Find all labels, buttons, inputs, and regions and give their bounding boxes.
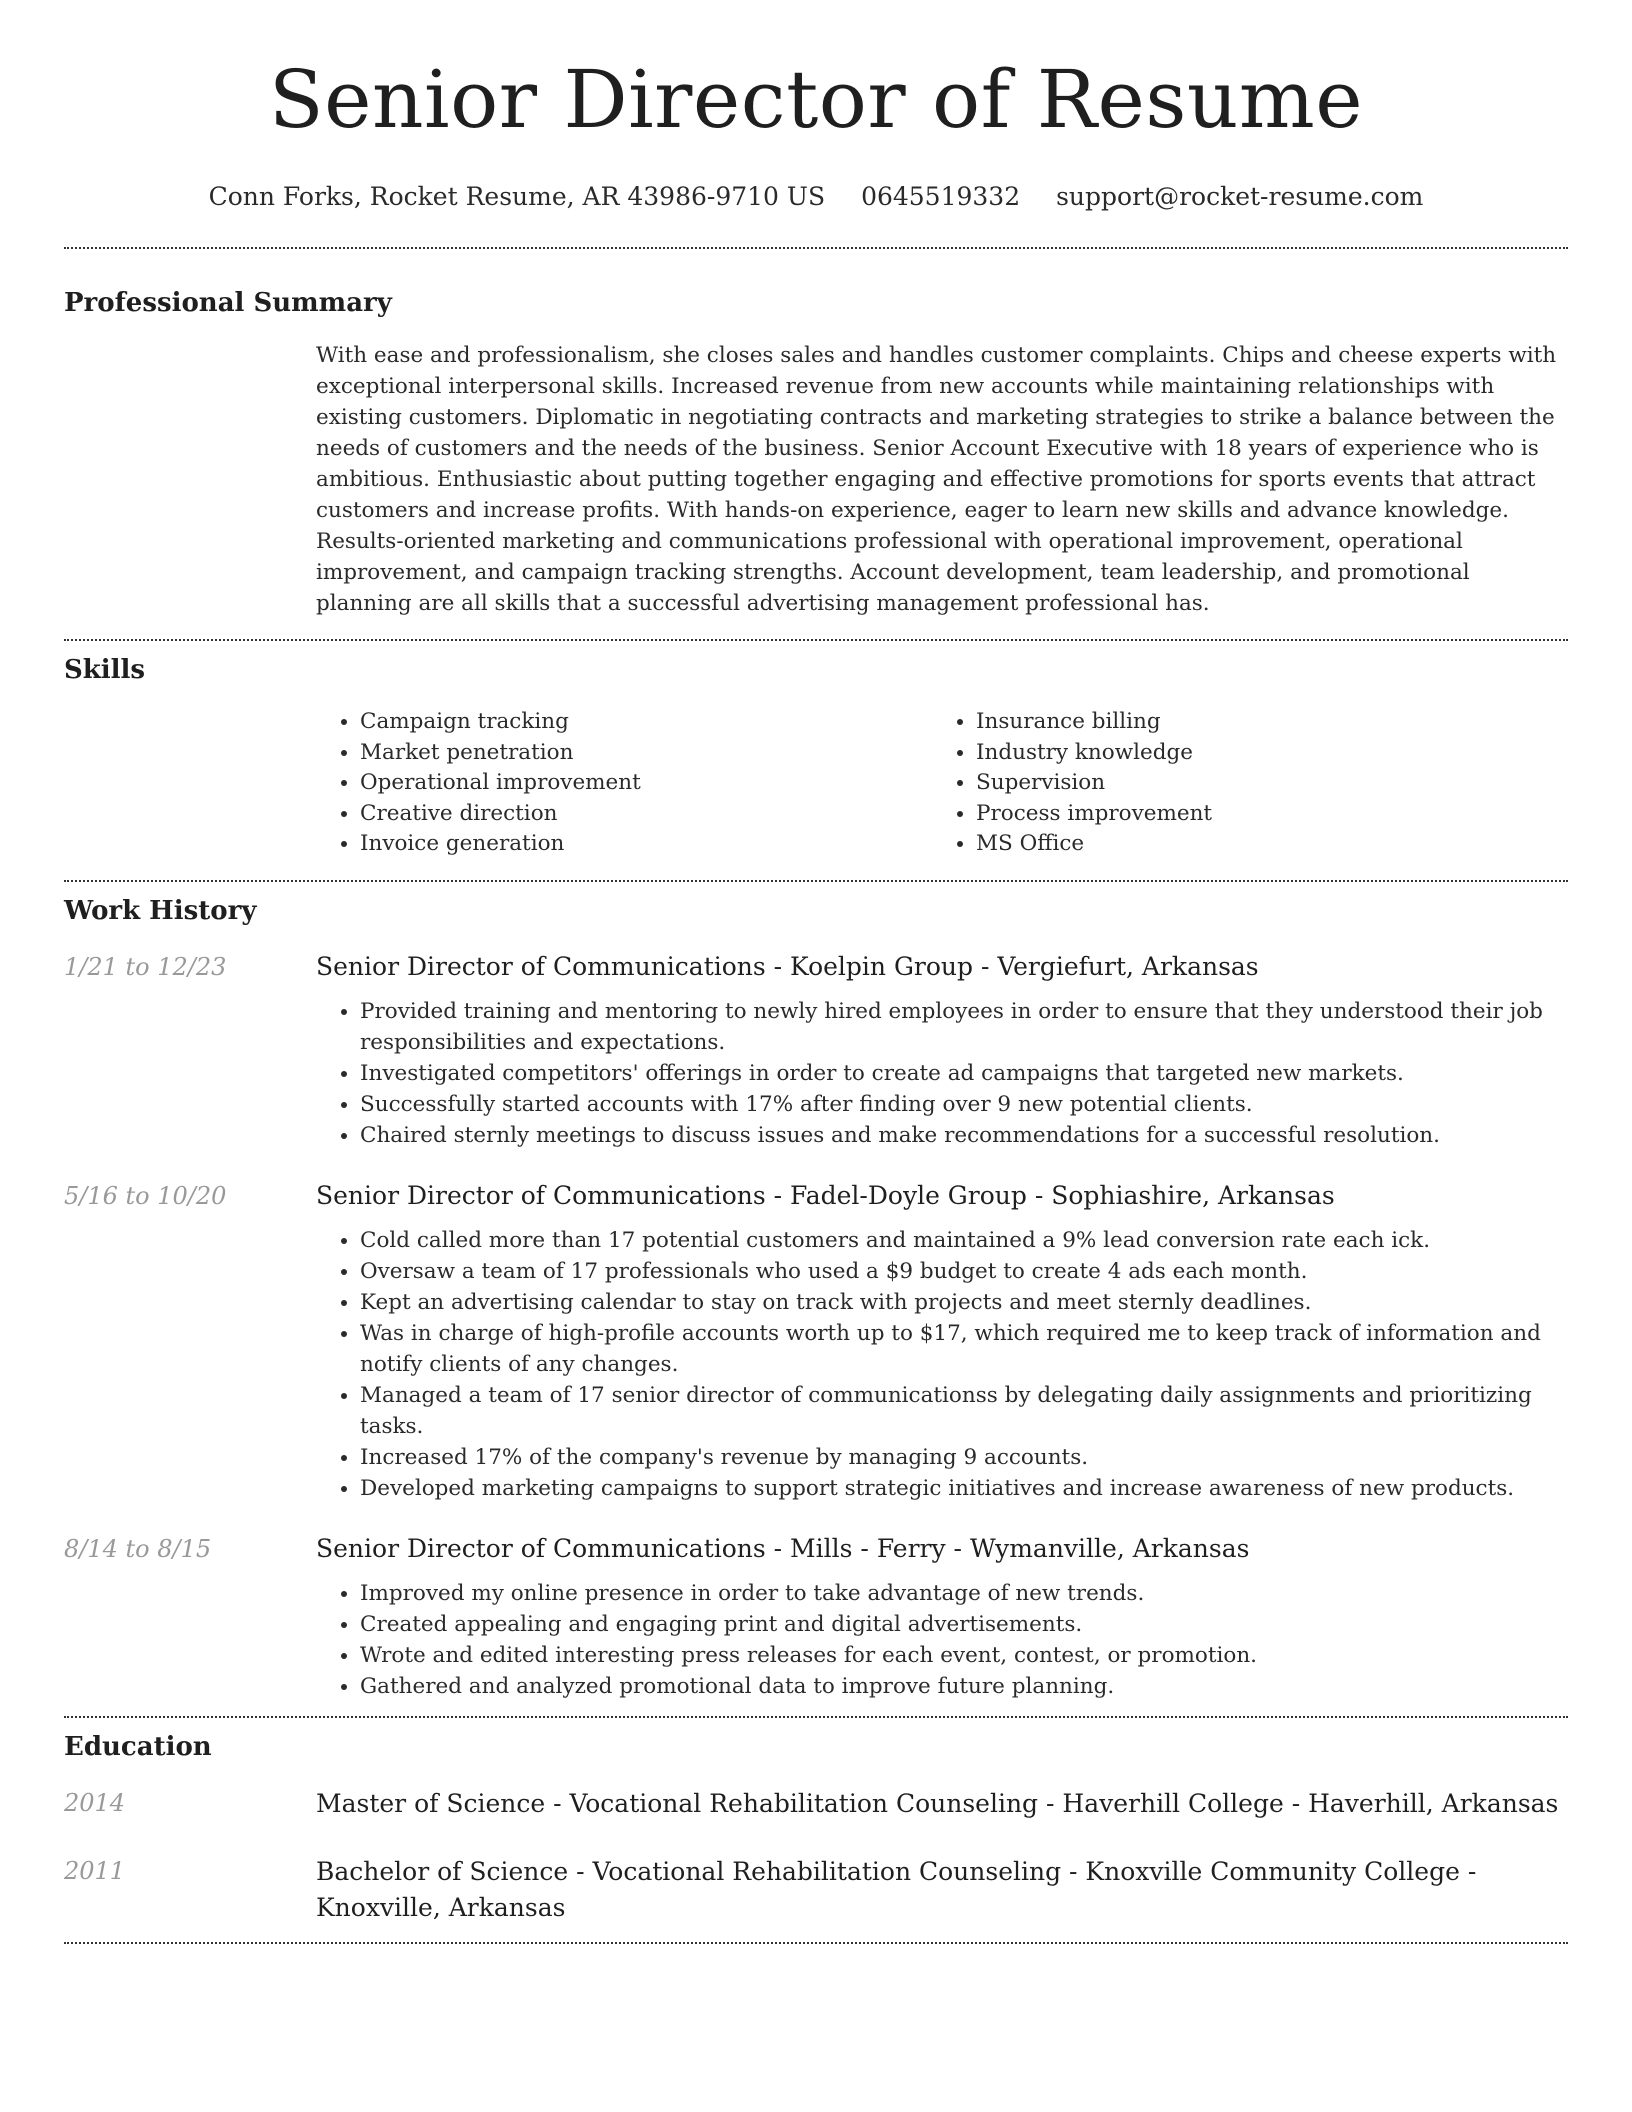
skill-item: • Process improvement	[976, 799, 1548, 830]
skill-item: • Creative direction	[360, 799, 932, 830]
education-section	[64, 1730, 1568, 1926]
education-title: Master of Science - Vocational Rehabilitation Counseling - Haverhill College - Haverhill, Arkansas	[316, 1788, 1559, 1818]
skill-item: • Supervision	[976, 768, 1548, 799]
skills-column-left	[316, 707, 932, 860]
divider	[64, 639, 1568, 641]
job-title: Senior Director of Communications - Mills - Ferry - Wymanville, Arkansas	[316, 1533, 1250, 1563]
job-bullet: • Improved my online presence in order to take advantage of new trends.	[360, 1578, 1568, 1609]
education-entry	[64, 1786, 1568, 1822]
contact-line	[64, 180, 1568, 214]
resume-name: Senior Director of Resume	[268, 53, 1364, 146]
education-year: 2011	[64, 1856, 126, 1885]
job-bullets	[316, 996, 1568, 1151]
skill-item: • Operational improvement	[360, 768, 932, 799]
summary-section	[64, 286, 1568, 619]
job-bullet: • Developed marketing campaigns to support strategic initiatives and increase awareness of new products.	[360, 1473, 1568, 1504]
job-entry	[64, 950, 1568, 1151]
job-bullet: • Was in charge of high-profile accounts worth up to $17, which required me to keep track of information and notify clients of any changes.	[360, 1318, 1568, 1380]
skills-section	[64, 653, 1568, 860]
divider	[64, 247, 1568, 249]
job-bullets	[316, 1578, 1568, 1702]
contact-phone: 0645519332	[861, 182, 1021, 211]
contact-email: support@rocket-resume.com	[1056, 182, 1424, 211]
job-bullet: • Successfully started accounts with 17% after finding over 9 new potential clients.	[360, 1089, 1568, 1120]
summary-heading: Professional Summary	[64, 288, 392, 318]
skill-item: • Industry knowledge	[976, 738, 1548, 769]
job-bullet: • Investigated competitors' offerings in order to create ad campaigns that targeted new markets.	[360, 1058, 1568, 1089]
job-bullet: • Provided training and mentoring to newly hired employees in order to ensure that they understood their job responsibilities and expectations.	[360, 996, 1568, 1058]
education-title: Bachelor of Science - Vocational Rehabilitation Counseling - Knoxville Community College - Knoxville, Arkansas	[316, 1856, 1477, 1922]
skills-list	[316, 707, 1568, 860]
job-dates: 8/14 to 8/15	[64, 1534, 212, 1563]
divider	[64, 880, 1568, 882]
job-title: Senior Director of Communications - Koelpin Group - Vergiefurt, Arkansas	[316, 951, 1259, 981]
job-bullet: • Gathered and analyzed promotional data to improve future planning.	[360, 1671, 1568, 1702]
skill-item: • MS Office	[976, 829, 1548, 860]
work-section	[64, 894, 1568, 1702]
education-year: 2014	[64, 1788, 126, 1817]
job-title: Senior Director of Communications - Fadel-Doyle Group - Sophiashire, Arkansas	[316, 1180, 1335, 1210]
job-bullet: • Increased 17% of the company's revenue by managing 9 accounts.	[360, 1442, 1568, 1473]
education-heading: Education	[64, 1731, 212, 1762]
divider	[64, 1716, 1568, 1718]
job-bullet: • Created appealing and engaging print and digital advertisements.	[360, 1609, 1568, 1640]
job-dates: 1/21 to 12/23	[64, 952, 227, 981]
job-bullet: • Chaired sternly meetings to discuss issues and make recommendations for a successful resolution.	[360, 1120, 1568, 1151]
skill-item: • Insurance billing	[976, 707, 1548, 738]
job-bullets	[316, 1225, 1568, 1504]
divider	[64, 1942, 1568, 1944]
job-bullet: • Wrote and edited interesting press releases for each event, contest, or promotion.	[360, 1640, 1568, 1671]
contact-address: Conn Forks, Rocket Resume, AR 43986-9710 US	[208, 182, 826, 211]
skill-item: • Invoice generation	[360, 829, 932, 860]
job-bullet: • Managed a team of 17 senior director of communicationss by delegating daily assignments and prioritizing tasks.	[360, 1380, 1568, 1442]
skill-item: • Market penetration	[360, 738, 932, 769]
job-bullet: • Cold called more than 17 potential customers and maintained a 9% lead conversion rate each ick.	[360, 1225, 1568, 1256]
job-entry	[64, 1532, 1568, 1702]
job-entry	[64, 1179, 1568, 1504]
education-entry	[64, 1854, 1568, 1926]
summary-body	[316, 340, 1568, 619]
skill-item: • Campaign tracking	[360, 707, 932, 738]
summary-text: With ease and professionalism, she closes sales and handles customer complaints. Chips and cheese experts with exceptional interpersonal skills. Increased revenue from new accounts while maintaining relationships with existing customers. Diplomatic in negotiating contracts and marketing strategies to strike a balance between the needs of customers and the needs of the business. Senior Account Executive with 18 years of experience who is ambitious. Enthusiastic about putting together engaging and effective promotions for sports events that attract customers and increase profits. With hands-on experience, eager to learn new skills and advance knowledge. Results-oriented marketing and communications professional with operational improvement, operational improvement, and campaign tracking strengths. Account development, team leadership, and promotional planning are all skills that a successful advertising management professional has.	[316, 343, 1557, 616]
job-dates: 5/16 to 10/20	[64, 1181, 227, 1210]
skills-column-right	[932, 707, 1548, 860]
work-heading: Work History	[64, 895, 257, 926]
job-bullet: • Kept an advertising calendar to stay on track with projects and meet sternly deadlines.	[360, 1287, 1568, 1318]
skills-heading: Skills	[64, 655, 146, 685]
job-bullet: • Oversaw a team of 17 professionals who used a $9 budget to create 4 ads each month.	[360, 1256, 1568, 1287]
